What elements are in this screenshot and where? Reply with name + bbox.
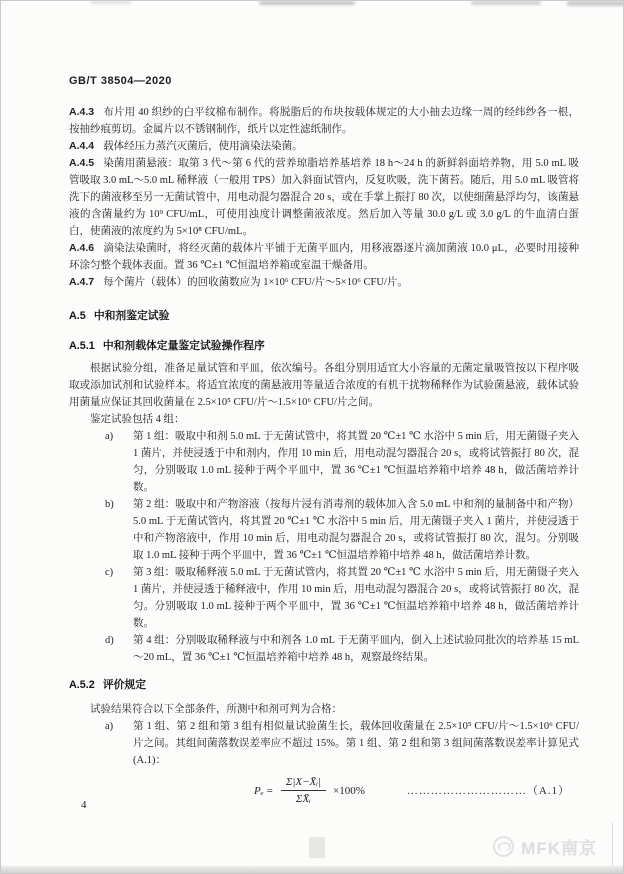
- section-a51-label: A.5.1: [69, 340, 95, 352]
- clause-a446: [69, 240, 579, 274]
- list-item-text: 第 1 组、第 2 组和第 3 组有相似量试验菌生长，载体回收菌量在 2.5×10⁵ CFU/片～1.5×10⁶ CFU/片之间。其组间菌落数误差率应不超过 15%。第 1 组、第 2 组和第 3 组间菌落数误差率计算见式(A.1)：: [133, 721, 579, 766]
- list-item-text: 第 1 组：吸取中和剂 5.0 mL 于无菌试管中，将其置 20 ℃±1 ℃ 水浴中 5 min 后，用无菌镊子夹入 1 菌片，并使浸透于中和剂内，作用 10 min 后，用电动混匀器混合 20 s，或将试管振打 80 次，混匀，分别吸取 1.0 mL 接种于两个平皿中，置 36 ℃±1 ℃恒温培养箱中培养 48 h，做活菌培养计数。: [133, 431, 579, 493]
- formula-fraction: [281, 775, 326, 806]
- section-a5-heading: [69, 308, 579, 325]
- formula-dots: …………………………: [406, 784, 527, 797]
- a52-criteria-list: [105, 718, 579, 769]
- section-a5-title: 中和剂鉴定试验: [93, 310, 170, 322]
- clause-a444: [69, 138, 579, 155]
- formula-a1: [254, 775, 579, 806]
- scan-smudge-top: [259, 1, 355, 5]
- a51-groups-lead: 鉴定试验包括 4 组：: [90, 414, 185, 425]
- clause-a445-text: 染菌用菌悬液：取第 3 代～第 6 代的营养琼脂培养基培养 18 h～24 h 的新鲜斜面培养物，用 5.0 mL 吸管吸取 3.0 mL～5.0 mL 稀释液（一般用 TPS）加入斜面试管内，反复吹吸，洗下菌苔。随后，用 5.0 mL 吸管将洗下的菌液移至另一无菌试管中，用电动混匀器混合 20 s，或在手掌上振打 80 次，以使细菌悬浮均匀，该菌悬液的含菌量约为 10⁹ CFU/mL，可使用浊度计调整菌液浓度。然后加入等量 30.0 g/L 或 3.0 g/L 的牛血清白蛋白，使菌液的浓度约为 5×10⁸ CFU/mL。: [69, 158, 579, 237]
- list-item-text: 第 4 组：分别吸取稀释液与中和剂各 1.0 mL 于无菌平皿内，倒入上述试验同批次的培养基 15 mL～20 mL，置 36 ℃±1 ℃恒温培养箱中培养 48 h，观察最终结果。: [133, 635, 579, 663]
- clause-a447-label: A.4.7: [69, 276, 95, 288]
- formula-equals: =: [266, 784, 273, 797]
- scan-smudge-top: [91, 1, 131, 4]
- clause-a447-text: 每个菌片（载体）的回收菌数应为 1×10⁶ CFU/片～5×10⁶ CFU/片。: [103, 277, 408, 288]
- watermark-text: MFK南京: [521, 839, 597, 858]
- watermark-logo-icon: [493, 836, 514, 857]
- section-a52-heading: [69, 677, 579, 694]
- section-a52-label: A.5.2: [69, 679, 95, 691]
- document-body: [1, 1, 623, 806]
- list-item: [105, 496, 579, 564]
- list-item-marker: a): [105, 721, 114, 732]
- a51-group-list: [105, 428, 579, 666]
- clause-a443-label: A.4.3: [69, 106, 95, 118]
- page-number: 4: [81, 799, 87, 811]
- formula-denominator: ΣX̄ᵢ: [295, 793, 311, 805]
- standard-number-header: GB/T 38504—2020: [69, 75, 172, 87]
- scan-artifact-square: [309, 837, 325, 858]
- a51-intro-paragraph: 根据试验分组，准备足量试管和平皿，依次编号。各组分别用适宜大小容量的无菌定量吸管按以下程序吸取或添加试剂和试验样本。将适宜浓度的菌悬液用等量适合浓度的有机干扰物稀释作为试验菌悬液，载体试验用菌量应保证其回收菌量在 2.5×10⁵ CFU/片～1.5×10⁶ CFU/片之间。: [69, 363, 579, 408]
- clause-a444-text: 载体经压力蒸汽灭菌后，使用滴染法染菌。: [103, 141, 303, 152]
- scan-smudge-top: [471, 1, 541, 5]
- watermark: [493, 834, 597, 859]
- list-item-text: 第 3 组：吸取稀释液 5.0 mL 于无菌试管内，将其置 20 ℃±1 ℃ 水浴中 5 min 后，用无菌镊子夹入 1 菌片，并使浸透于稀释液中，作用 10 min 后，用电动混匀器混合 20 s，或将试管振打 80 次，混匀。分别吸取 1.0 mL 接种于两个平皿中，置 36 ℃±1 ℃恒温培养箱中培养 48 h，做活菌培养计数。: [133, 567, 579, 629]
- clause-a447: [69, 274, 579, 291]
- list-item: [105, 564, 579, 632]
- a52-lead-paragraph: 试验结果符合以下全部条件，所测中和剂可判为合格：: [90, 704, 342, 715]
- scan-bottom-shadow: [1, 866, 623, 873]
- list-item: [105, 718, 579, 769]
- section-a5-label: A.5: [69, 310, 86, 322]
- clause-a445: [69, 155, 579, 240]
- scan-smudge-top: [567, 1, 624, 6]
- list-item-marker: a): [105, 431, 114, 442]
- formula-dots-leader: [407, 784, 570, 798]
- formula-numerator: Σ|X−X̄ᵢ|: [281, 775, 326, 791]
- section-a51-title: 中和剂载体定量鉴定试验操作程序: [102, 340, 265, 352]
- list-item-marker: b): [105, 499, 114, 510]
- list-item: [105, 428, 579, 496]
- clause-a443-text: 布片用 40 织纱的白平纹棉布制作。将脱脂后的布块按载体规定的大小抽去边缘一周的经纬纱各一根，按抽纱痕剪切。金属片以不锈钢制作，纸片以定性滤纸制作。: [69, 107, 579, 135]
- clause-a445-label: A.4.5: [69, 157, 95, 169]
- scan-edge-line: [612, 823, 613, 867]
- clause-a443: [69, 104, 579, 138]
- section-a51-heading: [69, 338, 579, 355]
- clause-a446-text: 滴染法染菌时，将经灭菌的载体片平铺于无菌平皿内，用移液器逐片滴加菌液 10.0 μL，必要时用接种环涂匀整个载体表面。置 36 ℃±1 ℃恒温培养箱或室温干燥备用。: [69, 243, 579, 271]
- list-item: [105, 632, 579, 666]
- list-item-text: 第 2 组：吸取中和产物溶液（按每片浸有消毒剂的载体加入含 5.0 mL 中和剂的量制备中和产物）5.0 mL 于无菌试管内，将其置 20 ℃±1 ℃ 水浴中 5 min 后，用无菌镊子夹入 1 菌片，并使浸透于中和产物溶液中，作用 10 min 后，用电动混匀器混合 20 s，或将试管振打 80 次，混匀。分别吸取 1.0 mL 接种于两个平皿中，置 36 ℃±1 ℃恒温培养箱中培养 48 h，做活菌培养计数。: [133, 499, 579, 561]
- formula-lhs: Pₑ: [254, 784, 264, 797]
- clause-a444-label: A.4.4: [69, 140, 95, 152]
- formula-multiplier: ×100%: [333, 784, 365, 797]
- list-item-marker: d): [105, 635, 114, 646]
- clause-a446-label: A.4.6: [69, 242, 95, 254]
- formula-ref-number: （A.1）: [526, 784, 571, 797]
- list-item-marker: c): [105, 567, 114, 578]
- section-a52-title: 评价规定: [102, 679, 146, 691]
